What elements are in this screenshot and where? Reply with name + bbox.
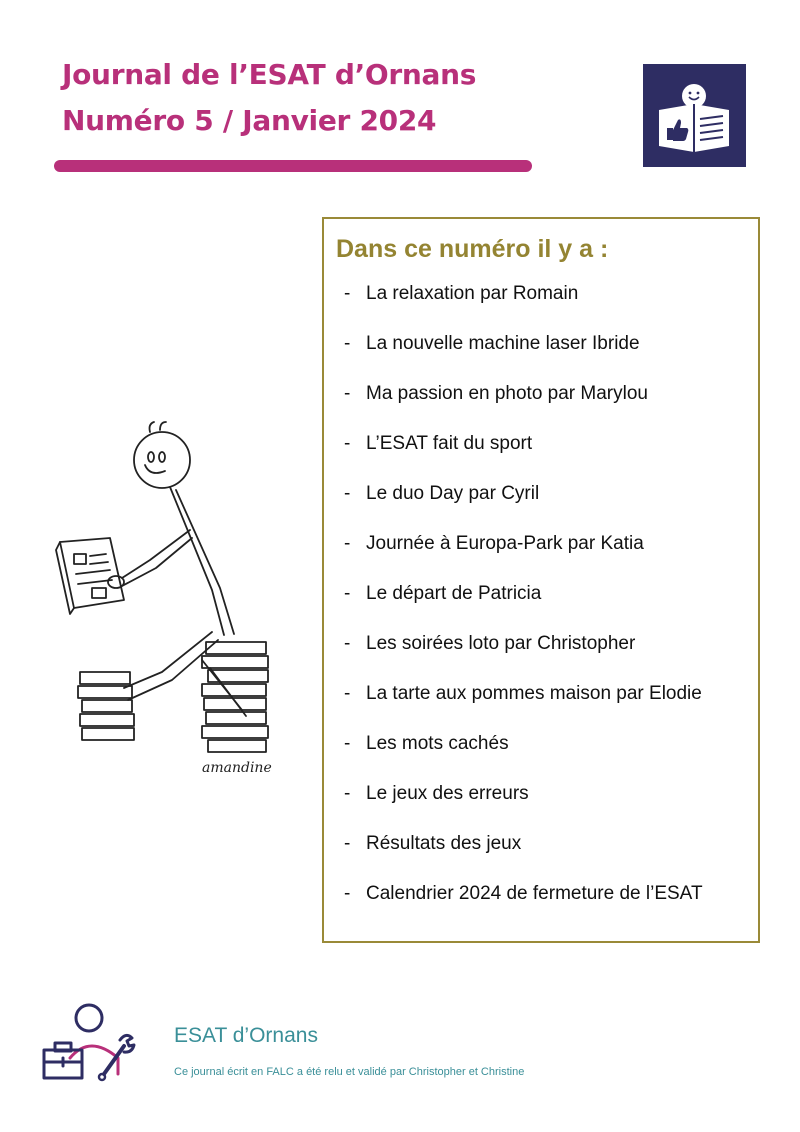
toc-item-label: La nouvelle machine laser Ibride [366,333,640,354]
toc-item [344,883,703,933]
toc-item-label: La relaxation par Romain [366,283,579,304]
toc-bullet: - [344,833,351,854]
toc-item-label: Calendrier 2024 de fermeture de l’ESAT [366,883,703,904]
toc-item-label: Ma passion en photo par Marylou [366,383,648,404]
toc-item-label: Le jeux des erreurs [366,783,529,804]
artist-signature: amandine [202,760,272,776]
easy-to-read-logo [643,64,746,167]
toc-item [344,283,703,333]
toc-bullet: - [344,383,351,404]
toc-list [344,283,703,933]
toc-bullet: - [344,583,351,604]
toc-item-label: Les soirées loto par Christopher [366,633,636,654]
toc-item [344,483,703,533]
toc-item-label: Les mots cachés [366,733,509,754]
toc-bullet: - [344,483,351,504]
footer-org-name: ESAT d’Ornans [174,1024,318,1047]
esat-logo [38,1000,138,1090]
title-underline [54,160,532,172]
issue-number: Numéro 5 / Janvier 2024 [62,104,437,137]
toc-item-label: Le départ de Patricia [366,583,542,604]
toc-bullet: - [344,633,351,654]
toc-item [344,433,703,483]
toc-bullet: - [344,883,351,904]
toc-item-label: La tarte aux pommes maison par Elodie [366,683,702,704]
toc-bullet: - [344,333,351,354]
toc-item [344,633,703,683]
toc-item-label: Le duo Day par Cyril [366,483,540,504]
footer-note: Ce journal écrit en FALC a été relu et validé par Christopher et Christine [174,1066,525,1078]
toc-item-label: Résultats des jeux [366,833,522,854]
journal-title: Journal de l’ESAT d’Ornans [62,58,477,91]
toc-bullet: - [344,783,351,804]
toc-bullet: - [344,433,351,454]
toc-bullet: - [344,683,351,704]
toc-item [344,383,703,433]
toc-item [344,683,703,733]
toc-bullet: - [344,733,351,754]
toc-item [344,583,703,633]
toc-item-label: L’ESAT fait du sport [366,433,533,454]
toc-item [344,533,703,583]
toc-item [344,833,703,883]
toc-item [344,333,703,383]
toc-item-label: Journée à Europa-Park par Katia [366,533,644,554]
toc-item [344,783,703,833]
table-of-contents [322,217,760,943]
toc-item [344,733,703,783]
reading-figure-drawing [52,410,302,790]
toc-heading: Dans ce numéro il y a : [336,235,609,263]
toc-bullet: - [344,283,351,304]
toc-bullet: - [344,533,351,554]
